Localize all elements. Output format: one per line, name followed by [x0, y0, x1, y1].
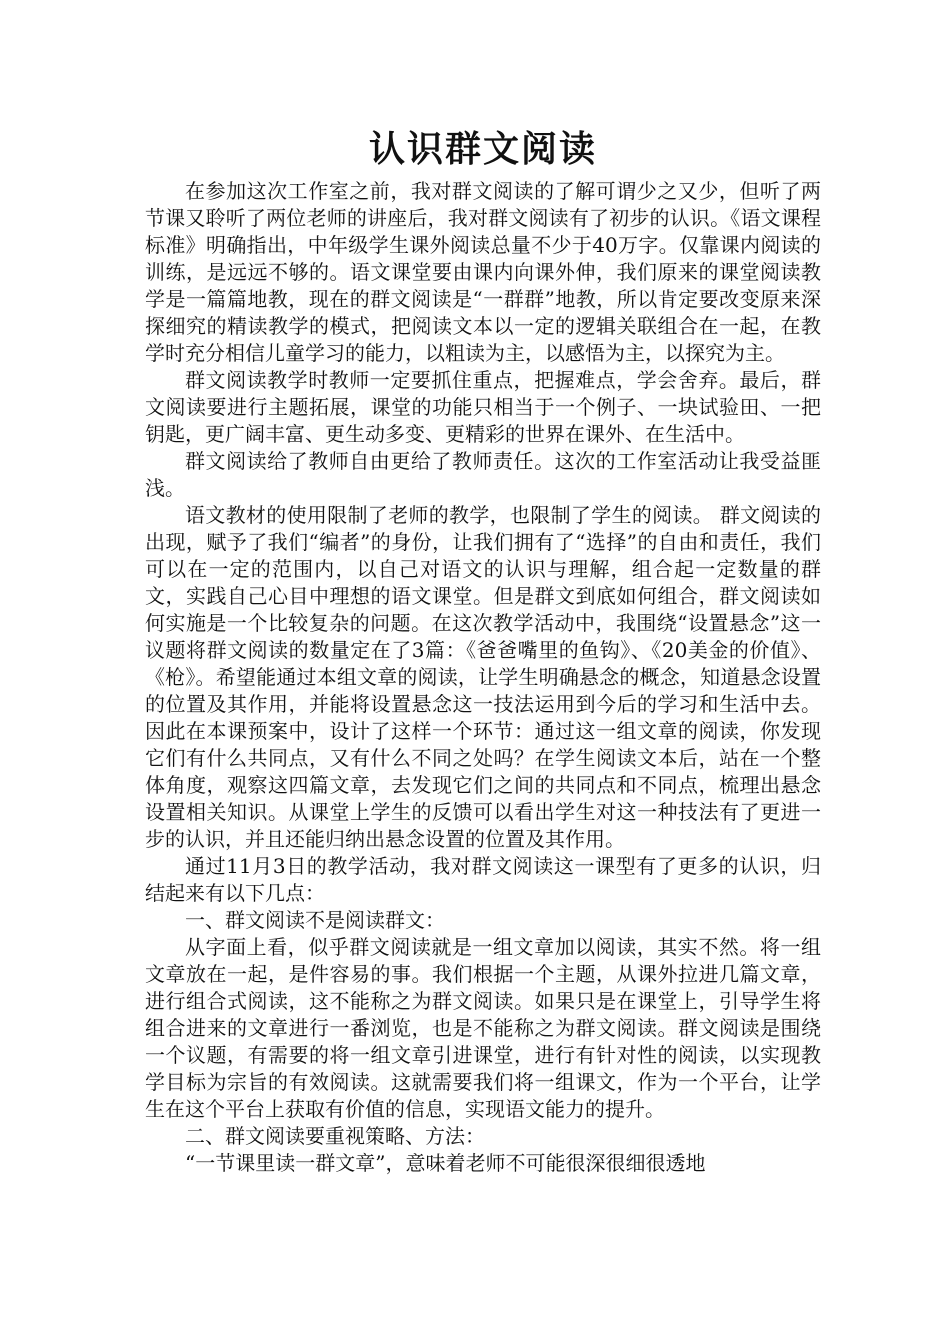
document-title: 认识群文阅读 — [368, 129, 597, 170]
section-heading-2: 二、群文阅读要重视策略、方法： — [185, 1124, 485, 1148]
paragraph-summary-intro: 通过11月3日的教学活动，我对群文阅读这一课型有了更多的认识，归结起来有以下几点： — [145, 854, 821, 905]
section-body-1: 从字面上看，似乎群文阅读就是一组文章加以阅读，其实不然。将一组文章放在一起，是件容易的事。我们根据一个主题，从课外拉进几篇文章，进行组合式阅读，这不能称之为群文阅读。如果只是在课堂上，引导学生将组合进来的文章进行一番浏览，也是不能称之为群文阅读。群文阅读是围绕一个议题，有需要的将一组文章引进课堂，进行有针对性的阅读，以实现教学目标为宗旨的有效阅读。这就需要我们将一组课文，作为一个平台，让学生在这个平台上获取有价值的信息，实现语文能力的提升。 — [145, 935, 821, 1121]
paragraph-textbook-limits: 语文教材的使用限制了老师的教学，也限制了学生的阅读。 群文阅读的出现，赋予了我们“编者”的身份，让我们拥有了“选择”的自由和责任，我们可以在一定的范围内，以自己对语文的认识与理解，组合起一定数量的群文，实践自己心目中理想的语文课堂。但是群文到底如何组合，群文阅读如何实施是一个比较复杂的问题。在这次教学活动中，我围绕“设置悬念”这一议题将群文阅读的数量定在了3篇：《爸爸嘴里的鱼钩》、《20美金的价值》、《枪》。希望能通过本组文章的阅读，让学生明确悬念的概念，知道悬念设置的位置及其作用，并能将设置悬念这一技法运用到今后的学习和生活中去。因此在本课预案中，设计了这样一个环节：通过这一组文章的阅读，你发现它们有什么共同点，又有什么不同之处吗？在学生阅读文本后，站在一个整体角度，观察这四篇文章，去发现它们之间的共同点和不同点，梳理出悬念设置相关知识。从课堂上学生的反馈可以看出学生对这一种技法有了更进一步的认识，并且还能归纳出悬念设置的位置及其作用。 — [145, 503, 821, 851]
paragraph-intro: 在参加这次工作室之前，我对群文阅读的了解可谓少之又少，但听了两节课又聆听了两位老师的讲座后，我对群文阅读有了初步的认识。《语文课程标准》明确指出，中年级学生课外阅读总量不少于40万字。仅靠课内阅读的训练，是远远不够的。语文课堂要由课内向课外伸，我们原来的课堂阅读教学是一篇篇地教，现在的群文阅读是“一群群”地教，所以肯定要改变原来深探细究的精读教学的模式，把阅读文本以一定的逻辑关联组合在一起，在教学时充分相信儿童学习的能力，以粗读为主，以感悟为主，以探究为主。 — [145, 179, 821, 365]
paragraph-freedom-responsibility: 群文阅读给了教师自由更给了教师责任。这次的工作室活动让我受益匪浅。 — [145, 449, 821, 500]
section-body-2: “一节课里读一群文章”，意味着老师不可能很深很细很透地 — [185, 1151, 706, 1175]
document-page — [145, 122, 821, 1177]
section-heading-1: 一、群文阅读不是阅读群文： — [185, 908, 445, 932]
paragraph-teaching-focus: 群文阅读教学时教师一定要抓住重点，把握难点，学会舍弃。最后，群文阅读要进行主题拓展，课堂的功能只相当于一个例子、一块试验田、一把钥匙，更广阔丰富、更生动多变、更精彩的世界在课外、在生活中。 — [145, 368, 821, 446]
